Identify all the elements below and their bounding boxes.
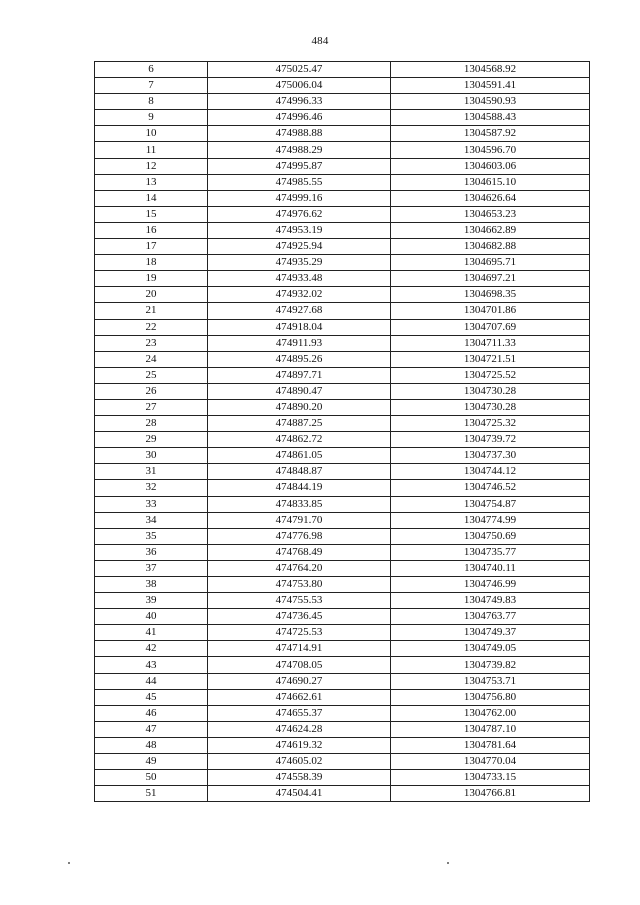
point-number-cell: 13 [95,174,208,190]
point-number-cell: 40 [95,609,208,625]
x-coordinate-cell: 474927.68 [208,303,391,319]
y-coordinate-cell: 1304615.10 [391,174,590,190]
y-coordinate-cell: 1304701.86 [391,303,590,319]
point-number-cell: 35 [95,528,208,544]
y-coordinate-cell: 1304697.21 [391,271,590,287]
y-coordinate-cell: 1304698.35 [391,287,590,303]
x-coordinate-cell: 474895.26 [208,351,391,367]
point-number-cell: 10 [95,126,208,142]
point-number-cell: 36 [95,544,208,560]
point-number-cell: 32 [95,480,208,496]
x-coordinate-cell: 474862.72 [208,432,391,448]
table-row [95,754,590,770]
y-coordinate-cell: 1304653.23 [391,206,590,222]
point-number-cell: 26 [95,383,208,399]
table-row [95,657,590,673]
scan-speck [68,862,70,864]
table-row [95,786,590,802]
table-row [95,399,590,415]
table-row [95,721,590,737]
point-number-cell: 21 [95,303,208,319]
y-coordinate-cell: 1304626.64 [391,190,590,206]
x-coordinate-cell: 474833.85 [208,496,391,512]
x-coordinate-cell: 474776.98 [208,528,391,544]
y-coordinate-cell: 1304596.70 [391,142,590,158]
table-row [95,110,590,126]
table-row [95,625,590,641]
y-coordinate-cell: 1304662.89 [391,222,590,238]
y-coordinate-cell: 1304740.11 [391,560,590,576]
x-coordinate-cell: 474655.37 [208,705,391,721]
point-number-cell: 45 [95,689,208,705]
table-row [95,480,590,496]
table-row [95,319,590,335]
table-row [95,174,590,190]
point-number-cell: 34 [95,512,208,528]
table-row [95,448,590,464]
y-coordinate-cell: 1304754.87 [391,496,590,512]
y-coordinate-cell: 1304749.83 [391,593,590,609]
x-coordinate-cell: 474935.29 [208,255,391,271]
point-number-cell: 39 [95,593,208,609]
x-coordinate-cell: 474844.19 [208,480,391,496]
table-row [95,737,590,753]
point-number-cell: 48 [95,737,208,753]
x-coordinate-cell: 474890.20 [208,399,391,415]
table-row [95,78,590,94]
y-coordinate-cell: 1304774.99 [391,512,590,528]
point-number-cell: 28 [95,416,208,432]
x-coordinate-cell: 474995.87 [208,158,391,174]
y-coordinate-cell: 1304730.28 [391,399,590,415]
y-coordinate-cell: 1304735.77 [391,544,590,560]
point-number-cell: 27 [95,399,208,415]
table-row [95,142,590,158]
y-coordinate-cell: 1304590.93 [391,94,590,110]
x-coordinate-cell: 474619.32 [208,737,391,753]
table-row [95,62,590,78]
y-coordinate-cell: 1304568.92 [391,62,590,78]
y-coordinate-cell: 1304711.33 [391,335,590,351]
point-number-cell: 46 [95,705,208,721]
x-coordinate-cell: 474725.53 [208,625,391,641]
y-coordinate-cell: 1304739.72 [391,432,590,448]
point-number-cell: 24 [95,351,208,367]
y-coordinate-cell: 1304762.00 [391,705,590,721]
x-coordinate-cell: 474791.70 [208,512,391,528]
table-row [95,560,590,576]
point-number-cell: 43 [95,657,208,673]
table-row [95,705,590,721]
x-coordinate-cell: 474662.61 [208,689,391,705]
x-coordinate-cell: 474887.25 [208,416,391,432]
point-number-cell: 30 [95,448,208,464]
coordinates-table [94,61,590,802]
x-coordinate-cell: 474558.39 [208,770,391,786]
y-coordinate-cell: 1304766.81 [391,786,590,802]
point-number-cell: 16 [95,222,208,238]
y-coordinate-cell: 1304737.30 [391,448,590,464]
point-number-cell: 9 [95,110,208,126]
point-number-cell: 7 [95,78,208,94]
x-coordinate-cell: 474953.19 [208,222,391,238]
table-row [95,94,590,110]
y-coordinate-cell: 1304746.99 [391,577,590,593]
table-row [95,190,590,206]
point-number-cell: 23 [95,335,208,351]
y-coordinate-cell: 1304591.41 [391,78,590,94]
table-row [95,641,590,657]
table-row [95,239,590,255]
x-coordinate-cell: 474932.02 [208,287,391,303]
y-coordinate-cell: 1304770.04 [391,754,590,770]
table-row [95,609,590,625]
x-coordinate-cell: 474996.46 [208,110,391,126]
table-row [95,287,590,303]
table-row [95,512,590,528]
point-number-cell: 20 [95,287,208,303]
point-number-cell: 47 [95,721,208,737]
page-number: 484 [311,35,329,47]
point-number-cell: 22 [95,319,208,335]
x-coordinate-cell: 474933.48 [208,271,391,287]
x-coordinate-cell: 475006.04 [208,78,391,94]
x-coordinate-cell: 474996.33 [208,94,391,110]
x-coordinate-cell: 474690.27 [208,673,391,689]
point-number-cell: 37 [95,560,208,576]
table-row [95,303,590,319]
point-number-cell: 11 [95,142,208,158]
x-coordinate-cell: 474999.16 [208,190,391,206]
y-coordinate-cell: 1304682.88 [391,239,590,255]
point-number-cell: 19 [95,271,208,287]
x-coordinate-cell: 474708.05 [208,657,391,673]
y-coordinate-cell: 1304753.71 [391,673,590,689]
y-coordinate-cell: 1304749.05 [391,641,590,657]
x-coordinate-cell: 474605.02 [208,754,391,770]
x-coordinate-cell: 474988.29 [208,142,391,158]
x-coordinate-cell: 474976.62 [208,206,391,222]
table-row [95,335,590,351]
y-coordinate-cell: 1304721.51 [391,351,590,367]
point-number-cell: 29 [95,432,208,448]
x-coordinate-cell: 474714.91 [208,641,391,657]
point-number-cell: 8 [95,94,208,110]
table-row [95,158,590,174]
x-coordinate-cell: 474848.87 [208,464,391,480]
point-number-cell: 49 [95,754,208,770]
x-coordinate-cell: 474988.88 [208,126,391,142]
table-row [95,593,590,609]
table-row [95,416,590,432]
table-row [95,222,590,238]
point-number-cell: 15 [95,206,208,222]
x-coordinate-cell: 474918.04 [208,319,391,335]
table-row [95,689,590,705]
coordinates-table-body [95,62,590,802]
y-coordinate-cell: 1304739.82 [391,657,590,673]
point-number-cell: 6 [95,62,208,78]
y-coordinate-cell: 1304730.28 [391,383,590,399]
y-coordinate-cell: 1304750.69 [391,528,590,544]
table-row [95,367,590,383]
point-number-cell: 41 [95,625,208,641]
table-row [95,432,590,448]
y-coordinate-cell: 1304749.37 [391,625,590,641]
table-row [95,496,590,512]
x-coordinate-cell: 474890.47 [208,383,391,399]
y-coordinate-cell: 1304725.52 [391,367,590,383]
point-number-cell: 33 [95,496,208,512]
x-coordinate-cell: 474736.45 [208,609,391,625]
x-coordinate-cell: 474861.05 [208,448,391,464]
x-coordinate-cell: 474897.71 [208,367,391,383]
x-coordinate-cell: 474624.28 [208,721,391,737]
x-coordinate-cell: 474985.55 [208,174,391,190]
x-coordinate-cell: 474911.93 [208,335,391,351]
y-coordinate-cell: 1304787.10 [391,721,590,737]
table-row [95,383,590,399]
y-coordinate-cell: 1304603.06 [391,158,590,174]
x-coordinate-cell: 475025.47 [208,62,391,78]
table-row [95,528,590,544]
point-number-cell: 17 [95,239,208,255]
table-row [95,126,590,142]
point-number-cell: 51 [95,786,208,802]
y-coordinate-cell: 1304733.15 [391,770,590,786]
table-row [95,206,590,222]
x-coordinate-cell: 474753.80 [208,577,391,593]
table-row [95,255,590,271]
x-coordinate-cell: 474755.53 [208,593,391,609]
x-coordinate-cell: 474768.49 [208,544,391,560]
y-coordinate-cell: 1304763.77 [391,609,590,625]
y-coordinate-cell: 1304725.32 [391,416,590,432]
table-row [95,577,590,593]
y-coordinate-cell: 1304707.69 [391,319,590,335]
y-coordinate-cell: 1304744.12 [391,464,590,480]
y-coordinate-cell: 1304588.43 [391,110,590,126]
y-coordinate-cell: 1304756.80 [391,689,590,705]
table-row [95,464,590,480]
point-number-cell: 12 [95,158,208,174]
y-coordinate-cell: 1304587.92 [391,126,590,142]
x-coordinate-cell: 474764.20 [208,560,391,576]
point-number-cell: 50 [95,770,208,786]
y-coordinate-cell: 1304746.52 [391,480,590,496]
x-coordinate-cell: 474504.41 [208,786,391,802]
scan-speck [447,862,449,864]
point-number-cell: 14 [95,190,208,206]
table-row [95,271,590,287]
point-number-cell: 42 [95,641,208,657]
point-number-cell: 31 [95,464,208,480]
point-number-cell: 25 [95,367,208,383]
table-row [95,673,590,689]
table-row [95,544,590,560]
table-row [95,351,590,367]
point-number-cell: 38 [95,577,208,593]
y-coordinate-cell: 1304695.71 [391,255,590,271]
x-coordinate-cell: 474925.94 [208,239,391,255]
y-coordinate-cell: 1304781.64 [391,737,590,753]
point-number-cell: 44 [95,673,208,689]
table-row [95,770,590,786]
point-number-cell: 18 [95,255,208,271]
